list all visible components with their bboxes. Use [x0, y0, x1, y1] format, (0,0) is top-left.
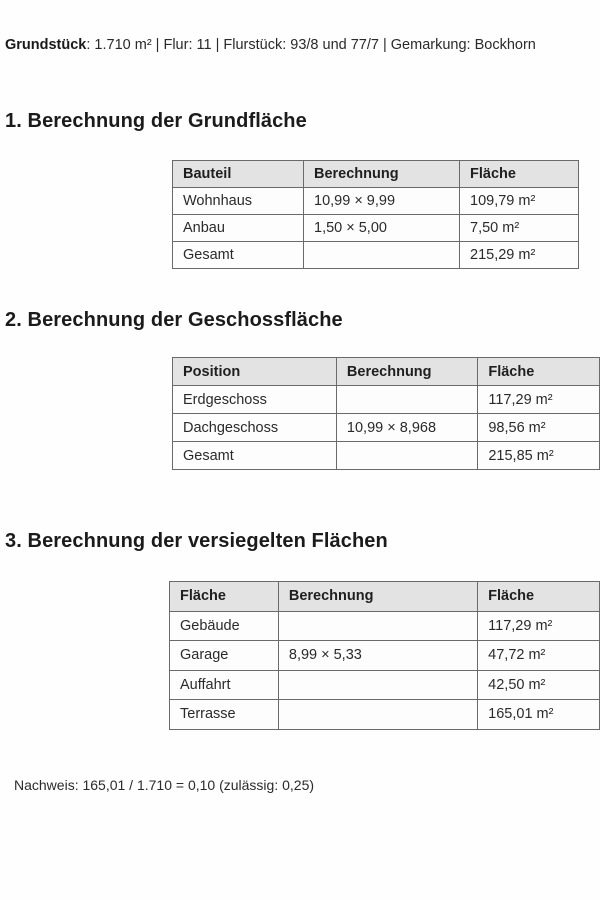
table-cell: 109,79 m² [460, 188, 579, 215]
table-cell: 42,50 m² [478, 670, 600, 700]
table-cell: Gesamt [173, 242, 304, 269]
table-cell: 47,72 m² [478, 641, 600, 671]
table-cell: 215,85 m² [478, 442, 600, 470]
table-cell: 1,50 × 5,00 [304, 215, 460, 242]
table-row [170, 641, 600, 671]
section-3-title: 3. Berechnung der versiegelten Flächen [5, 530, 388, 552]
nachweis-note: Nachweis: 165,01 / 1.710 = 0,10 (zulässig: 0,25) [14, 777, 315, 793]
table-cell: 117,29 m² [478, 611, 600, 641]
property-label: Grundstück [5, 37, 87, 53]
table-cell: Dachgeschoss [173, 414, 337, 442]
table-cell: 10,99 × 9,99 [304, 188, 460, 215]
table-row [170, 670, 600, 700]
property-info [5, 34, 565, 56]
geschossflaeche-table [172, 357, 600, 470]
column-header: Fläche [478, 358, 600, 386]
table-cell: 7,50 m² [460, 215, 579, 242]
table-cell [336, 386, 477, 414]
table-cell: Gebäude [170, 611, 279, 641]
column-header: Berechnung [278, 582, 477, 612]
table-row [173, 188, 579, 215]
table-cell: Erdgeschoss [173, 386, 337, 414]
table-cell: Anbau [173, 215, 304, 242]
grundflaeche-table [172, 160, 579, 269]
table-cell: 117,29 m² [478, 386, 600, 414]
table-row [173, 414, 600, 442]
table-row [173, 215, 579, 242]
table-header-row [170, 582, 600, 612]
table-cell: Terrasse [170, 700, 279, 730]
table-header-row [173, 358, 600, 386]
table-row [173, 242, 579, 269]
table-header-row [173, 161, 579, 188]
section-2-title: 2. Berechnung der Geschossfläche [5, 309, 343, 331]
table-cell [304, 242, 460, 269]
table-cell: Auffahrt [170, 670, 279, 700]
table-row [170, 611, 600, 641]
table-row [170, 700, 600, 730]
table-cell [336, 442, 477, 470]
table-cell: 98,56 m² [478, 414, 600, 442]
table-cell: Gesamt [173, 442, 337, 470]
table-cell: 215,29 m² [460, 242, 579, 269]
property-details: : 1.710 m² | Flur: 11 | Flurstück: 93/8 und 77/7 | Gemarkung: Bockhorn [86, 37, 536, 53]
table-cell [278, 611, 477, 641]
section-1-title: 1. Berechnung der Grundfläche [5, 110, 307, 132]
table-cell: Garage [170, 641, 279, 671]
column-header: Fläche [478, 582, 600, 612]
table-row [173, 442, 600, 470]
table-row [173, 386, 600, 414]
table-cell: 10,99 × 8,968 [336, 414, 477, 442]
versiegelte-flaechen-table [169, 581, 600, 730]
column-header: Berechnung [304, 161, 460, 188]
column-header: Bauteil [173, 161, 304, 188]
table-cell: 165,01 m² [478, 700, 600, 730]
column-header: Position [173, 358, 337, 386]
table-cell: 8,99 × 5,33 [278, 641, 477, 671]
column-header: Berechnung [336, 358, 477, 386]
table-cell: Wohnhaus [173, 188, 304, 215]
column-header: Fläche [170, 582, 279, 612]
table-cell [278, 700, 477, 730]
table-cell [278, 670, 477, 700]
column-header: Fläche [460, 161, 579, 188]
